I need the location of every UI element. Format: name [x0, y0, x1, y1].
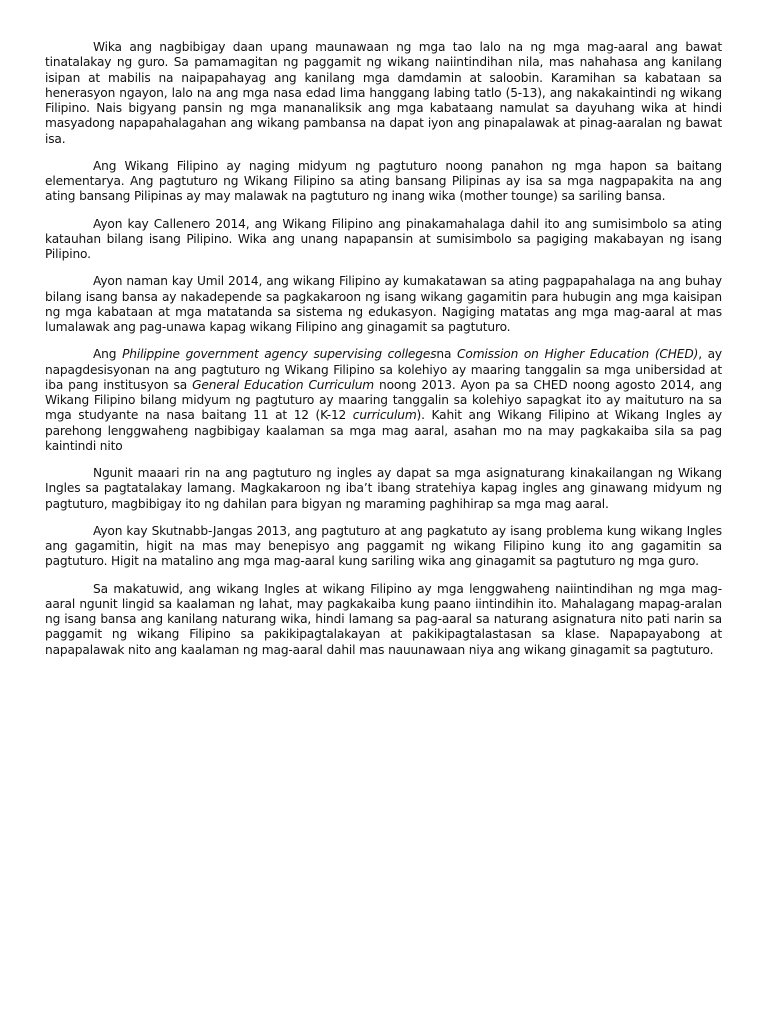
italic-term: curriculum — [352, 408, 417, 423]
document-page — [45, 40, 722, 670]
paragraph-text: Ang Wikang Filipino ay naging midyum ng pagtuturo noong panahon ng mga hapon sa baitang elementarya. Ang pagtuturo ng Wikang Filipino sa ating bansang Pilipinas ay isa sa mga nagpapakita na ang ating bansang Pilipinas ay may malawak na pagtuturo ng inang wika (mother tounge) sa sariling bansa. — [45, 158, 722, 204]
italic-term: Philippine government agency supervising colleges — [122, 347, 437, 362]
paragraph-1 — [45, 40, 722, 147]
paragraph-4 — [45, 274, 722, 335]
paragraph-text: , ay napagdesisyonan na ang pagtuturo ng Wikang Filipino sa kolehiyo ay maaring tanggalin sa mga unibersidad at iba pang institusyon sa — [45, 347, 722, 392]
italic-term: General Education Curriculum — [192, 377, 374, 392]
paragraph-text: na — [436, 347, 458, 362]
italic-term: Comission on Higher Education (CHED) — [457, 347, 699, 362]
paragraph-7 — [45, 524, 722, 570]
paragraph-8 — [45, 582, 722, 658]
paragraph-text: noong 2013. Ayon pa sa CHED noong agosto 2014, ang Wikang Filipino bilang midyum ng pagtuturo ay maaring tanggalin sa kolehiyo sapagkat ito ay maituturo na sa mga studyante na nasa baitang 11 at 12 (K-12 — [45, 377, 722, 423]
paragraph-2 — [45, 159, 722, 205]
paragraph-text: Ang — [93, 347, 123, 362]
paragraph-text: Ayon kay Skutnabb-Jangas 2013, ang pagtuturo at ang pagkatuto ay isang problema kung wikang Ingles ang gagamitin, higit na mas may benepisyo ang paggamit ng wikang Filipino kung ito ang gagamitin sa pagtuturo. Higit na matalino ang mga mag-aaral kung sariling wika ang ginagamit sa pagtuturo ng mga guro. — [45, 523, 722, 569]
paragraph-text: Ngunit maaari rin na ang pagtuturo ng ingles ay dapat sa mga asignaturang kinakailangan ng Wikang Ingles sa pagtatalakay lamang. Magkakaroon ng iba’t ibang stratehiya kapag ingles ang ginawang midyum ng pagtuturo, magbibigay ito ng dahilan para bigyan ng maraming paghihirap sa mga mag aaral. — [45, 466, 722, 511]
paragraph-3 — [45, 217, 722, 263]
paragraph-text: Ayon kay Callenero 2014, ang Wikang Filipino ang pinakamahalaga dahil ito ang sumisimbolo sa ating katauhan bilang isang Pilipino. Wika ang unang napapansin at sumisimbolo sa pagiging makabayan ng isang Pilipino. — [45, 216, 722, 261]
paragraph-6 — [45, 466, 722, 512]
paragraph-text: Wika ang nagbibigay daan upang maunawaan ng mga tao lalo na ng mga mag-aaral ang bawat tinatalakay ng guro. Sa pamamagitan ng paggamit ng wikang naiintindihan nila, mas nahahasa ang kanilang isipan at mabilis na naipapahayag ang kanilang mga damdamin at saloobin. Karamihan sa kabataan sa henerasyon ngayon, lalo na ang mga nasa edad lima hanggang labing tatlo (5-13), ang nakakaintindi ng wikang Filipino. Nais bigyang pansin ng mga mananaliksik ang mga kabataang namulat sa dayuhang wika at hindi masyadong napapahalagahan ang wikang pambansa na dapat iyon ang pinapalawak at pinag-aaralan ng bawat isa. — [45, 40, 722, 146]
paragraph-text: Ayon naman kay Umil 2014, ang wikang Filipino ay kumakatawan sa ating pagpapahalaga na ang buhay bilang isang bansa ay nakadepende sa pagkakaroon ng isang wikang gagamitin para hubugin ang mga kaisipan ng mga kabataan at mga matatanda sa sistema ng edukasyon. Nagiging matatas ang mga mag-aaral at mas lumalawak ang pag-unawa kapag wikang Filipino ang ginagamit sa pagtuturo. — [45, 274, 722, 334]
paragraph-text: ). Kahit ang Wikang Filipino at Wikang Ingles ay parehong lenggwaheng nagbibigay kaalaman sa mga mag aaral, asahan mo na may pagkakaiba sila sa pag kaintindi nito — [45, 408, 722, 453]
paragraph-text: Sa makatuwid, ang wikang Ingles at wikang Filipino ay mga lenggwaheng naiintindihan ng mga mag-aaral ngunit lingid sa kaalaman ng lahat, may pagkakaiba kung paano iintindihin ito. Mahalagang mapag-aralan ng isang bansa ang kanilang naturang wika, hindi lamang sa pag-aaral sa naturang asignatura nito pati narin sa paggamit ng wikang Filipino sa pakikipagtalakayan at pakikipagtalastasan sa klase. Napapayabong at napapalawak nito ang kaalaman ng mag-aaral dahil mas nauunawaan niya ang wikang ginagamit sa pagtuturo. — [45, 581, 722, 657]
paragraph-5 — [45, 347, 722, 454]
